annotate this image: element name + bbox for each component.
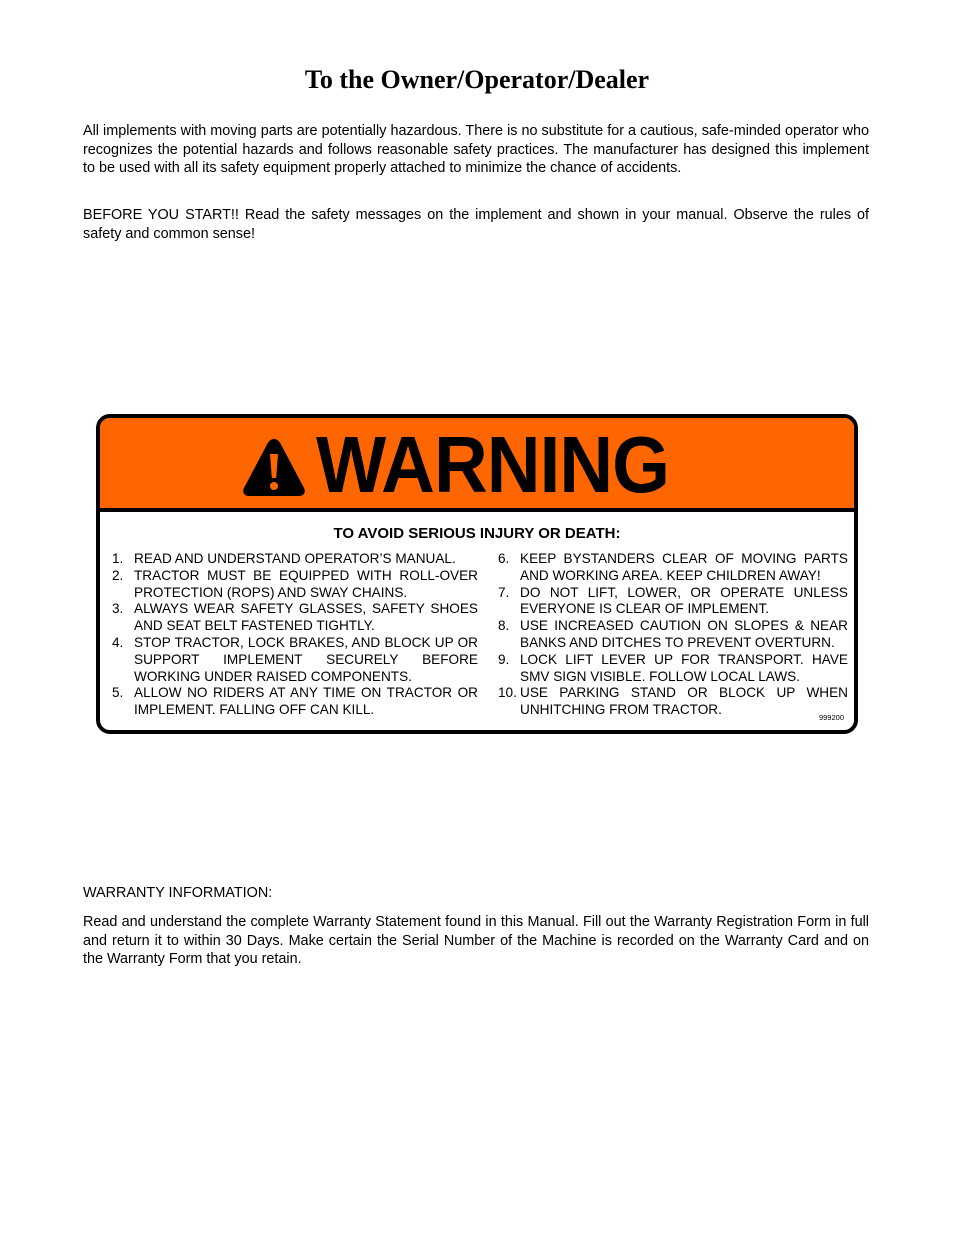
- item-number: 7.: [498, 584, 510, 600]
- warning-word: WARNING: [316, 420, 670, 509]
- page-title: To the Owner/Operator/Dealer: [304, 65, 650, 94]
- item-text: LOCK LIFT LEVER UP FOR TRANSPORT. HAVE SMV SIGN VISIBLE. FOLLOW LOCAL LAWS.: [520, 651, 848, 684]
- warranty-paragraph: Read and understand the complete Warranty Statement found in this Manual. Fill out the Warranty Registration Form in full and return it to within 30 Days. Make certain the Serial Number of the Machine is recorded on the Warranty Card and on the Warranty Form that you retain.: [83, 914, 869, 968]
- item-text: STOP TRACTOR, LOCK BRAKES, AND BLOCK UP OR SUPPORT IMPLEMENT SECURELY BEFORE WORKING UNDER RAISED COMPONENTS.: [134, 634, 478, 684]
- item-number: 6.: [498, 551, 510, 566]
- warning-item: [112, 685, 478, 719]
- warning-item: [498, 685, 848, 719]
- warning-item: [112, 635, 478, 685]
- item-text: DO NOT LIFT, LOWER, OR OPERATE UNLESS EVERYONE IS CLEAR OF IMPLEMENT.: [520, 584, 848, 617]
- warning-item: [498, 551, 848, 585]
- intro-paragraph: All implements with moving parts are potentially hazardous. There is no substitute for a cautious, safe-minded operator who recognizes the potential hazards and follows reasonable safety practices. The manufacturer has designed this implement to be used with all its safety equipment properly attached to minimize the chance of accidents.: [83, 123, 869, 177]
- item-text: USE PARKING STAND OR BLOCK UP WHEN UNHITCHING FROM TRACTOR.: [520, 685, 848, 718]
- warning-item: [112, 551, 478, 568]
- warning-item: [498, 585, 848, 619]
- item-number: 3.: [112, 601, 124, 617]
- warranty-heading: WARRANTY INFORMATION:: [83, 885, 273, 901]
- item-number: 5.: [112, 685, 124, 701]
- before-you-start-paragraph: BEFORE YOU START!! Read the safety messages on the implement and shown in your manual. Observe the rules of safety and common sense!: [83, 207, 869, 242]
- item-number: 1.: [112, 551, 124, 566]
- warning-item: [112, 601, 478, 635]
- item-number: 9.: [498, 651, 510, 667]
- item-number: 8.: [498, 618, 510, 634]
- warning-item: [498, 652, 848, 686]
- warning-items-right-column: [498, 551, 848, 719]
- item-number: 2.: [112, 567, 124, 583]
- warning-items-left-column: [112, 551, 478, 719]
- warning-header: [100, 418, 854, 512]
- item-text: READ AND UNDERSTAND OPERATOR’S MANUAL.: [134, 551, 456, 566]
- warning-decal: [96, 414, 858, 734]
- item-number: 4.: [112, 634, 124, 650]
- item-text: ALLOW NO RIDERS AT ANY TIME ON TRACTOR OR IMPLEMENT. FALLING OFF CAN KILL.: [134, 685, 478, 718]
- item-text: TRACTOR MUST BE EQUIPPED WITH ROLL-OVER PROTECTION (ROPS) AND SWAY CHAINS.: [134, 567, 478, 600]
- warning-triangle-icon: [241, 436, 307, 498]
- item-text: ALWAYS WEAR SAFETY GLASSES, SAFETY SHOES AND SEAT BELT FASTENED TIGHTLY.: [134, 601, 478, 634]
- item-number: 10.: [498, 685, 517, 701]
- decal-part-number: 999200: [818, 713, 844, 722]
- warning-item: [498, 618, 848, 652]
- warning-subtitle: TO AVOID SERIOUS INJURY OR DEATH:: [333, 525, 621, 542]
- item-text: USE INCREASED CAUTION ON SLOPES & NEAR BANKS AND DITCHES TO PREVENT OVERTURN.: [520, 618, 848, 650]
- warning-item: [112, 568, 478, 602]
- item-text: KEEP BYSTANDERS CLEAR OF MOVING PARTS AND WORKING AREA. KEEP CHILDREN AWAY!: [520, 551, 848, 583]
